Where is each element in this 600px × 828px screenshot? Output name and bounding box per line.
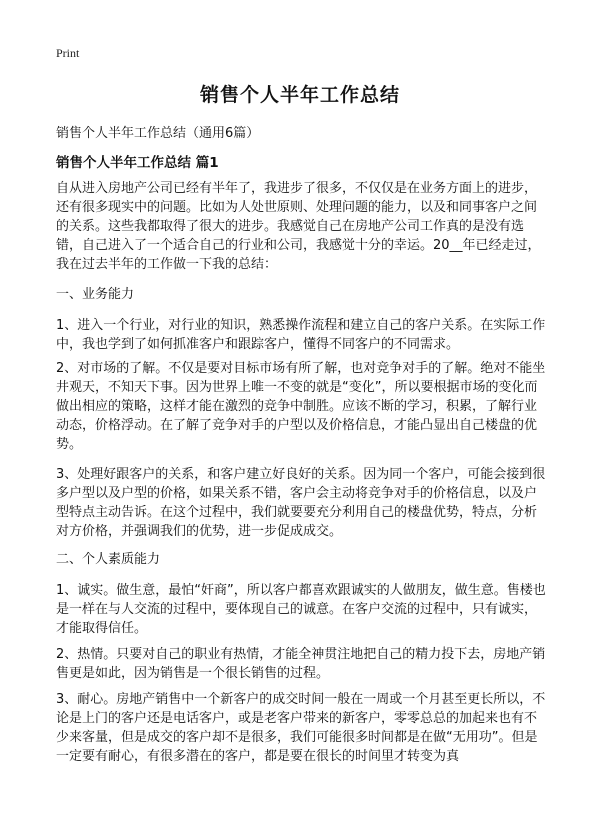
print-label: Print: [56, 46, 80, 60]
heading-personal-quality: 二、个人素质能力: [56, 552, 161, 567]
paragraph-business-3: 3、处理好跟客户的关系，和客户建立好良好的关系。因为同一个客户，可能会接到很多户型以及户型的价格，如果关系不错，客户会主动将竞争对手的价格信息，以及户型特点主动告诉。在这个过程中，我们就要要充分利用自己的楼盘优势，特点，分析对方价格，并强调我们的优势，进一步促成成交。: [56, 467, 546, 539]
document-subtitle: 销售个人半年工作总结（通用6篇）: [56, 126, 260, 141]
paragraph-business-1: 1、进入一个行业，对行业的知识，熟悉操作流程和建立自己的客户关系。在实际工作中，我也学到了如何抓准客户和跟踪客户，懂得不同客户的不同需求。: [56, 318, 546, 352]
paragraph-intro: 自从进入房地产公司已经有半年了，我进步了很多，不仅仅是在业务方面上的进步，还有很多现实中的问题。比如为人处世原则、处理问题的能力，以及和同事客户之间的关系。这些我都取得了很大的进步。我感觉自己在房地产公司工作真的是没有选错，自己进入了一个适合自己的行业和公司，我感觉十分的幸运。20__年已经走过，我在过去半年的工作做一下我的总结：: [56, 181, 541, 272]
paragraph-business-2: 2、对市场的了解。不仅是要对目标市场有所了解，也对竞争对手的了解。绝对不能坐井观天，不知天下事。因为世界上唯一不变的就是“变化”，所以要根据市场的变化而做出相应的策略，这样才能在激烈的竞争中制胜。应该不断的学习，积累，了解行业动态，价格浮动。在了解了竞争对手的户型以及价格信息，才能凸显出自己楼盘的优势。: [56, 361, 546, 452]
paragraph-quality-1: 1、诚实。做生意，最怕“奸商”，所以客户都喜欢跟诚实的人做朋友，做生意。售楼也是一样在与人交流的过程中，要体现自己的诚意。在客户交流的过程中，只有诚实，才能取得信任。: [56, 583, 546, 636]
section-title: 销售个人半年工作总结 篇1: [56, 155, 219, 171]
heading-business-ability: 一、业务能力: [56, 287, 135, 302]
paragraph-quality-3: 3、耐心。房地产销售中一个新客户的成交时间一般在一周或一个月甚至更长所以，不论是上门的客户还是电话客户，或是老客户带来的新客户，零零总总的加起来也有不少来客量，但是成交的客户却不是很多，我们可能很多时间都是在做“无用功”。但是一定要有耐心，有很多潜在的客户，都是要在很长的时间里才转变为真: [56, 692, 546, 764]
paragraph-quality-2: 2、热情。只要对自己的职业有热情，才能全神贯注地把自己的精力投下去，房地产销售更是如此，因为销售是一个很长销售的过程。: [56, 647, 546, 681]
document-title: 销售个人半年工作总结: [199, 84, 400, 106]
